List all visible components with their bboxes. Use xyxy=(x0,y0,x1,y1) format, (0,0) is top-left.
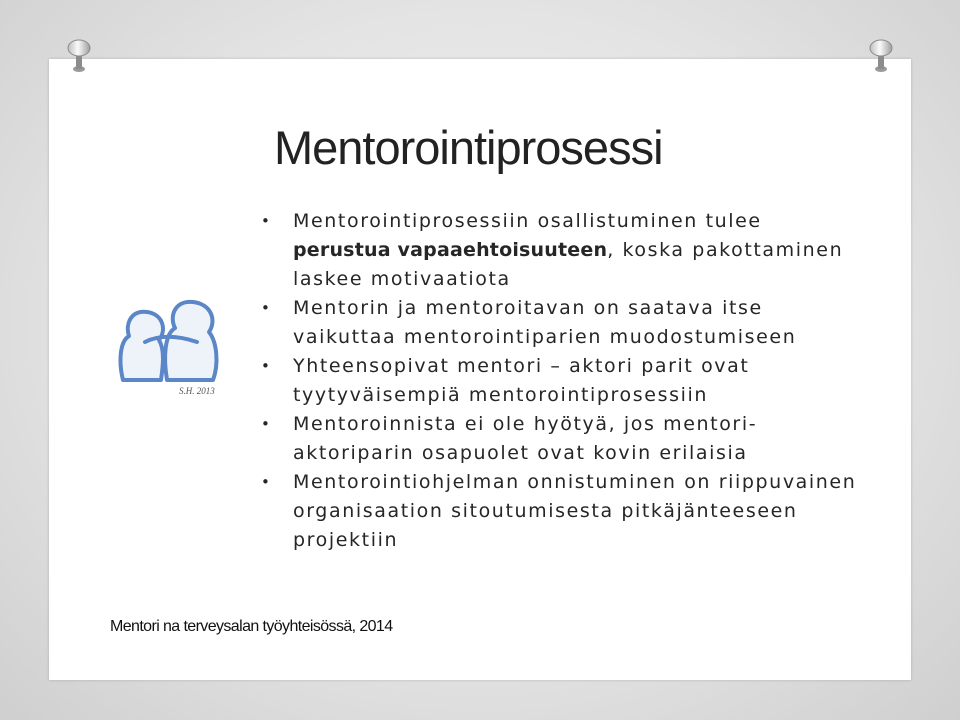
list-item xyxy=(261,468,861,555)
slide-footer: Mentori na terveysalan työyhteisössä, 2014 xyxy=(110,618,393,635)
list-item xyxy=(261,352,861,410)
bullet-icon: • xyxy=(261,212,272,230)
pushpin-icon xyxy=(66,39,92,75)
bullet-icon: • xyxy=(261,415,272,433)
hugging-people-drawing xyxy=(101,284,238,405)
bullet-text: Yhteensopivat mentori – aktori parit ovat tyytyväisempiä mentorointiprosessiin xyxy=(293,355,750,406)
bullet-emphasis: perustua vapaaehtoisuuteen xyxy=(293,239,608,261)
list-item xyxy=(261,207,861,294)
bullet-text: Mentoroinnista ei ole hyötyä, jos mentori-aktoriparin osapuolet ovat kovin erilaisia xyxy=(293,413,758,464)
figure-caption: S.H. 2013 xyxy=(179,386,215,396)
bullet-text: Mentorointiohjelman onnistuminen on riippuvainen organisaation sitoutumisesta pitkäjänteeseen projektiin xyxy=(293,471,857,551)
bullet-icon: • xyxy=(261,473,272,491)
bullet-text-end: , koska pakottaminen laskee motivaatiota xyxy=(293,239,844,290)
slide-title: Mentorointiprosessi xyxy=(274,121,663,174)
list-item xyxy=(261,410,861,468)
bullet-icon: • xyxy=(261,299,272,317)
bullet-icon: • xyxy=(261,357,272,375)
bullet-list xyxy=(261,207,861,555)
list-item xyxy=(261,294,861,352)
bullet-text: Mentorointiprosessiin osallistuminen tulee xyxy=(293,210,762,232)
pushpin-icon xyxy=(868,39,894,75)
bullet-text: Mentorin ja mentoroitavan on saatava itse vaikuttaa mentorointiparien muodostumiseen xyxy=(293,297,797,348)
